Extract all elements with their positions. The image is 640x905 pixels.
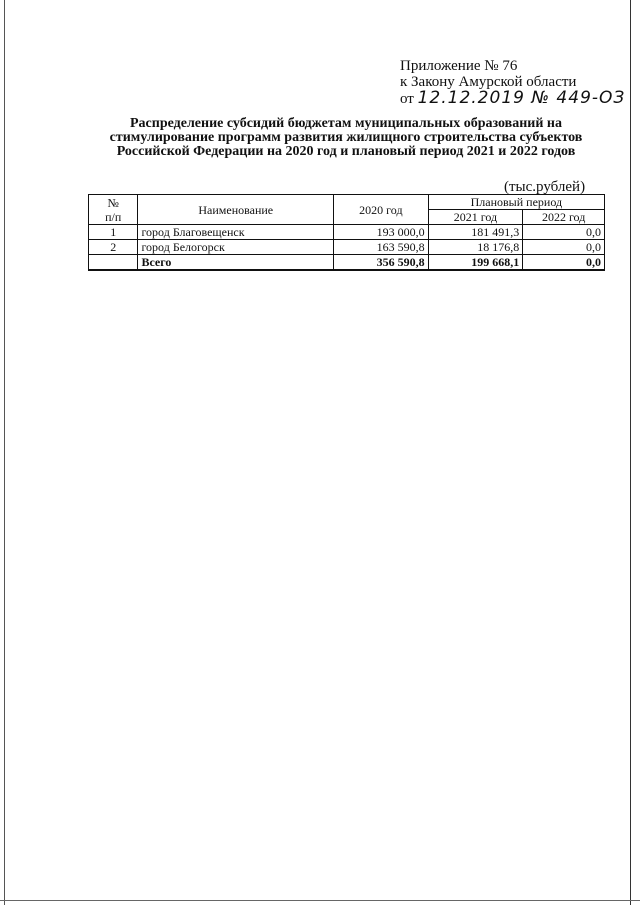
annex-number: Приложение № 76 (400, 58, 518, 74)
annex-law-reference: к Закону Амурской области (400, 74, 577, 90)
cell-total-label: Всего (138, 255, 334, 271)
subsidy-table (88, 194, 605, 271)
cell-total-2021: 199 668,1 (428, 255, 523, 271)
document-title: Распределение субсидий бюджетам муниципальных образований на стимулирование программ развития жилищного строительства субъектов Российской Федерации на 2020 год и плановый период 2021 и 2022 годов (109, 116, 583, 159)
annex-date-line (400, 90, 625, 107)
handwritten-date-number: 12.12.2019 № 449-ОЗ (417, 88, 626, 108)
cell-2022: 0,0 (523, 225, 605, 240)
cell-2020: 193 000,0 (334, 225, 429, 240)
header-2020: 2020 год (334, 195, 429, 225)
table-total-row (89, 255, 605, 271)
scan-edge-right (630, 0, 631, 905)
table-header-row (89, 195, 605, 210)
cell-2021: 18 176,8 (428, 240, 523, 255)
header-2022: 2022 год (523, 210, 605, 225)
annex-date-prefix: от (400, 91, 414, 107)
scan-edge-left (4, 0, 5, 905)
cell-total-2020: 356 590,8 (334, 255, 429, 271)
header-number-line1: № (107, 195, 119, 210)
header-plan-period: Плановый период (428, 195, 604, 210)
scan-edge-bottom (0, 900, 640, 901)
header-number (89, 195, 138, 225)
cell-2022: 0,0 (523, 240, 605, 255)
cell-2021: 181 491,3 (428, 225, 523, 240)
table-row (89, 225, 605, 240)
cell-name: город Благовещенск (138, 225, 334, 240)
cell-number (89, 255, 138, 271)
annex-header (400, 58, 625, 107)
cell-2020: 163 590,8 (334, 240, 429, 255)
units-label: (тыс.рублей) (504, 179, 586, 195)
cell-name: город Белогорск (138, 240, 334, 255)
table-row (89, 240, 605, 255)
cell-number: 2 (89, 240, 138, 255)
header-2021: 2021 год (428, 210, 523, 225)
header-number-line2: п/п (105, 209, 122, 224)
cell-number: 1 (89, 225, 138, 240)
cell-total-2022: 0,0 (523, 255, 605, 271)
header-name: Наименование (138, 195, 334, 225)
